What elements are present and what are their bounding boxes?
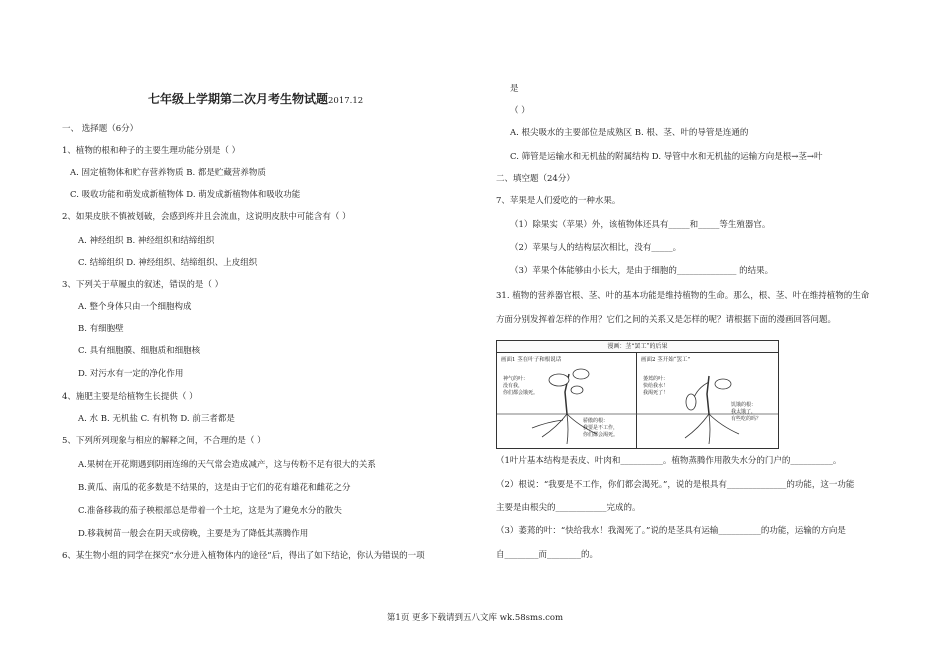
q3-option-a: A. 整个身体只由一个细胞构成 [78, 302, 192, 312]
p1-leaf-line-3: 你们都会饿死。 [503, 390, 539, 396]
q3-option-b: B. 有细胞壁 [78, 324, 124, 334]
q31-part-1: （1叶片基本结构是表皮、叶肉和__________。植物蒸腾作用散失水分的门户的__________。 [496, 456, 842, 466]
section-2-heading: 二、填空题（24分） [496, 174, 575, 184]
page-title [148, 90, 363, 107]
q1-options-ab: A. 固定植物体和贮存营养物质 B. 都是贮藏营养物质 [70, 168, 266, 178]
q6-answer-paren: （ ） [510, 106, 530, 116]
p1-leaf-line-1: 神气的叶： [503, 376, 529, 382]
q5-option-d: D.移栽树苗一般会在阴天或傍晚，主要是为了降低其蒸腾作用 [78, 529, 309, 539]
panel-2-drawing [637, 352, 778, 448]
q7-part-1: （1）除果实（苹果）外，该植物体还具有_____和_____等生殖器官。 [510, 220, 771, 230]
question-1: 1、植物的根和种子的主要生理功能分别是（ ） [62, 146, 241, 156]
q5-option-c: C.准备移栽的茄子秧根部总是带着一个土坨，这是为了避免水分的散失 [78, 506, 342, 516]
p2-root-line-3: 有些吃的吗？ [731, 416, 762, 422]
q31-part-2-cont: 主要是由根尖的____________完成的。 [496, 503, 641, 513]
q2-options-cd: C. 结缔组织 D. 神经组织、结缔组织、上皮组织 [78, 258, 258, 268]
comic-header: 漫画：茎“罢工”的后果 [497, 341, 778, 353]
q7-part-3: （3）苹果个体能够由小长大，是由于细胞的______________ 的结果。 [510, 266, 774, 276]
p1-root-line-2: 我要是不工作， [583, 425, 619, 431]
title-date: 2017.12 [328, 96, 364, 106]
p1-root-line-1: 骄傲的根： [583, 418, 609, 424]
question-6: 6、某生物小组的同学在探究“水分进入植物体内的途径”后，得出了如下结论，你认为错误的一项 [62, 551, 425, 561]
q3-option-d: D. 对污水有一定的净化作用 [78, 369, 184, 379]
q31-part-3: （3）萎蔫的叶：“快给我水！我渴死了。”说的是茎具有运输__________的功能，运输的方向是 [496, 526, 846, 536]
question-31-line-2: 方面分别发挥着怎样的作用？它们之间的关系又是怎样的呢？请根据下面的漫画回答问题。 [496, 315, 837, 325]
question-2: 2、如果皮肤不慎被划破，会感到疼并且会流血，这说明皮肤中可能含有（ ） [62, 212, 351, 222]
q6-continuation: 是 [510, 84, 519, 94]
panel-1-caption: 画面1 茎在叶子和根说话 [501, 357, 562, 363]
comic-panel-2 [637, 352, 778, 448]
q3-option-c: C. 具有细胞膜、细胞质和细胞核 [78, 346, 201, 356]
q6-options-cd: C. 筛管是运输水和无机盐的附属结构 D. 导管中水和无机盐的运输方向是根→茎→叶 [510, 152, 823, 162]
q7-part-2: （2）苹果与人的结构层次相比，没有_____。 [510, 243, 682, 253]
question-31-line-1: 31. 植物的营养器官根、茎、叶的基本功能是维持植物的生命。那么，根、茎、叶在维持植物的生命 [496, 291, 870, 301]
question-5: 5、下列所列现象与相应的解释之间，不合理的是（ ） [62, 436, 266, 446]
q5-option-a: A.果树在开花期遇到阴雨连绵的天气常会造成减产，这与传粉不足有很大的关系 [78, 460, 376, 470]
page-footer: 第1页 更多下载请到五八文库 wk.58sms.com [386, 613, 564, 623]
p1-leaf-line-2: 没有我， [503, 383, 524, 389]
p2-leaf-line-2: 快给我水！ [643, 383, 669, 389]
q6-options-ab: A. 根尖吸水的主要部位是成熟区 B. 根、茎、叶的导管是连通的 [510, 128, 749, 138]
question-7: 7、苹果是人们爱吃的一种水果。 [496, 196, 621, 206]
question-3: 3、下列关于草履虫的叙述，错误的是（ ） [62, 280, 224, 290]
q31-part-3-cont: 自________而________的。 [496, 550, 599, 560]
p2-root-line-2: 我太饿了， [731, 409, 757, 415]
comic-figure [496, 340, 779, 449]
q5-option-b: B.黄瓜、南瓜的花多数是不结果的，这是由于它们的花有雄花和雌花之分 [78, 483, 351, 493]
question-4: 4、施肥主要是给植物生长提供（ ） [62, 392, 198, 402]
p2-root-line-1: 饥饿的根： [731, 402, 757, 408]
q31-part-2: （2）根说：“我要是不工作，你们都会渴死。”，说的是根具有______________的功能，这一功能 [496, 480, 855, 490]
q2-options-ab: A. 神经组织 B. 神经组织和结缔组织 [78, 236, 215, 246]
p2-leaf-line-1: 萎蔫的叶： [643, 376, 669, 382]
panel-2-caption: 画面2 茎开始“罢工” [641, 357, 691, 363]
section-1-heading: 一、 选择题（6分） [62, 124, 139, 134]
p2-leaf-line-3: 我渴死了！ [643, 390, 669, 396]
p1-root-line-3: 你们都会渴死。 [583, 432, 619, 438]
comic-panel-1 [497, 352, 637, 448]
title-text: 七年级上学期第二次月考生物试题 [148, 92, 329, 106]
q1-options-cd: C. 吸收功能和萌发成新植物体 D. 萌发成新植物体和吸收功能 [70, 190, 301, 200]
q4-options: A. 水 B. 无机盐 C. 有机物 D. 前三者都是 [78, 414, 235, 424]
